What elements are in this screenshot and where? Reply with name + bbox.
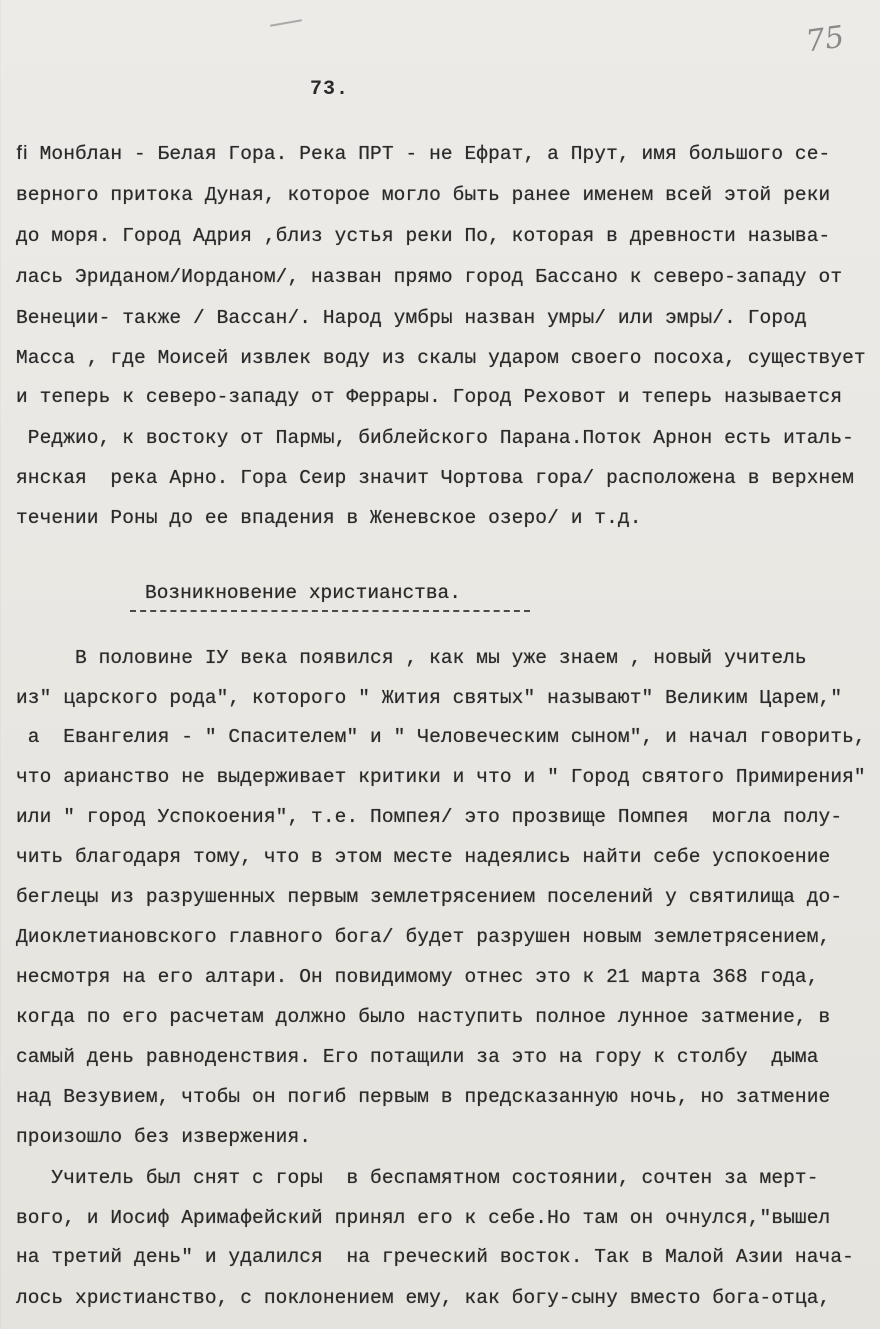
text-line: янская река Арно. Гора Сеир значит Чортова гора/ расположена в верхнем (16, 467, 854, 489)
text-line: течении Роны до ее впадения в Женевское озеро/ и т.д. (16, 507, 642, 529)
text-line: Масса , где Моисей извлек воду из скалы ударом своего посоха, существует (16, 347, 866, 369)
handwritten-page-number: 75 (803, 19, 847, 60)
section-heading: Возникновение христианства. (145, 582, 461, 604)
page-number: 73. (310, 78, 350, 101)
pen-stroke-mark (270, 19, 302, 27)
text-line: Учитель был снят с горы в беспамятном состоянии, сочтен за мерт- (16, 1167, 819, 1189)
text-line: произошло без извержения. (16, 1126, 312, 1148)
text-line: что арианство не выдерживает критики и что и " Город святого Примирения" (16, 766, 866, 788)
text-line: чить благодаря тому, что в этом месте надеялись найти себе успокоение (16, 846, 831, 868)
text-line: на третий день" и удалился на греческий восток. Так в Малой Азии нача- (16, 1246, 854, 1268)
text-line: лась Эриданом/Иорданом/, назван прямо город Бассано к северо-западу от (16, 266, 843, 288)
text-line: самый день равноденствия. Его потащили за это на гору к столбу дыма (16, 1046, 819, 1068)
text-line: лось христианство, с поклонением ему, как богу-сыну вместо бога-отца, (16, 1287, 831, 1309)
text-line: Венеции- также / Вассан/. Народ умбры назван умры/ или эмры/. Город (16, 307, 807, 329)
text-line: верного притока Дуная, которое могло быть ранее именем всей этой реки (16, 184, 831, 206)
text-line: до моря. Город Адрия ,близ устья реки По, которая в древности называ- (16, 225, 831, 247)
text-line: Диоклетиановского главного бога/ будет разрушен новым землетрясением, (16, 926, 831, 948)
text-line: и теперь к северо-западу от Феррары. Город Реховот и теперь называется (16, 386, 843, 408)
text-line: когда по его расчетам должно было наступить полное лунное затмение, в (16, 1006, 831, 1028)
text-line: Реджио, к востоку от Пармы, библейского Парана.Поток Арнон есть италь- (16, 427, 854, 449)
text-line: В половине IУ века появился , как мы уже знаем , новый учитель (16, 647, 807, 669)
text-line: беглецы из разрушенных первым землетрясением поселений у святилища до- (16, 886, 843, 908)
text-line: из" царского рода", которого " Жития святых" называют" Великим Царем," (16, 687, 843, 709)
text-line: или " город Успокоения", т.е. Помпея/ это прозвище Помпея могла полу- (16, 806, 843, 828)
text-line: ﬁ Монблан - Белая Гора. Река ПРТ - не Ефрат, а Прут, имя большого се- (16, 143, 831, 165)
heading-underline (130, 610, 530, 612)
text-line: вого, и Иосиф Аримафейский принял его к себе.Но там он очнулся,"вышел (16, 1207, 831, 1229)
text-line: над Везувием, чтобы он погиб первым в предсказанную ночь, но затмение (16, 1086, 831, 1108)
text-line: а Евангелия - " Спасителем" и " Человеческим сыном", и начал говорить, (16, 726, 866, 748)
text-line: несмотря на его алтари. Он повидимому отнес это к 21 марта 368 года, (16, 966, 819, 988)
